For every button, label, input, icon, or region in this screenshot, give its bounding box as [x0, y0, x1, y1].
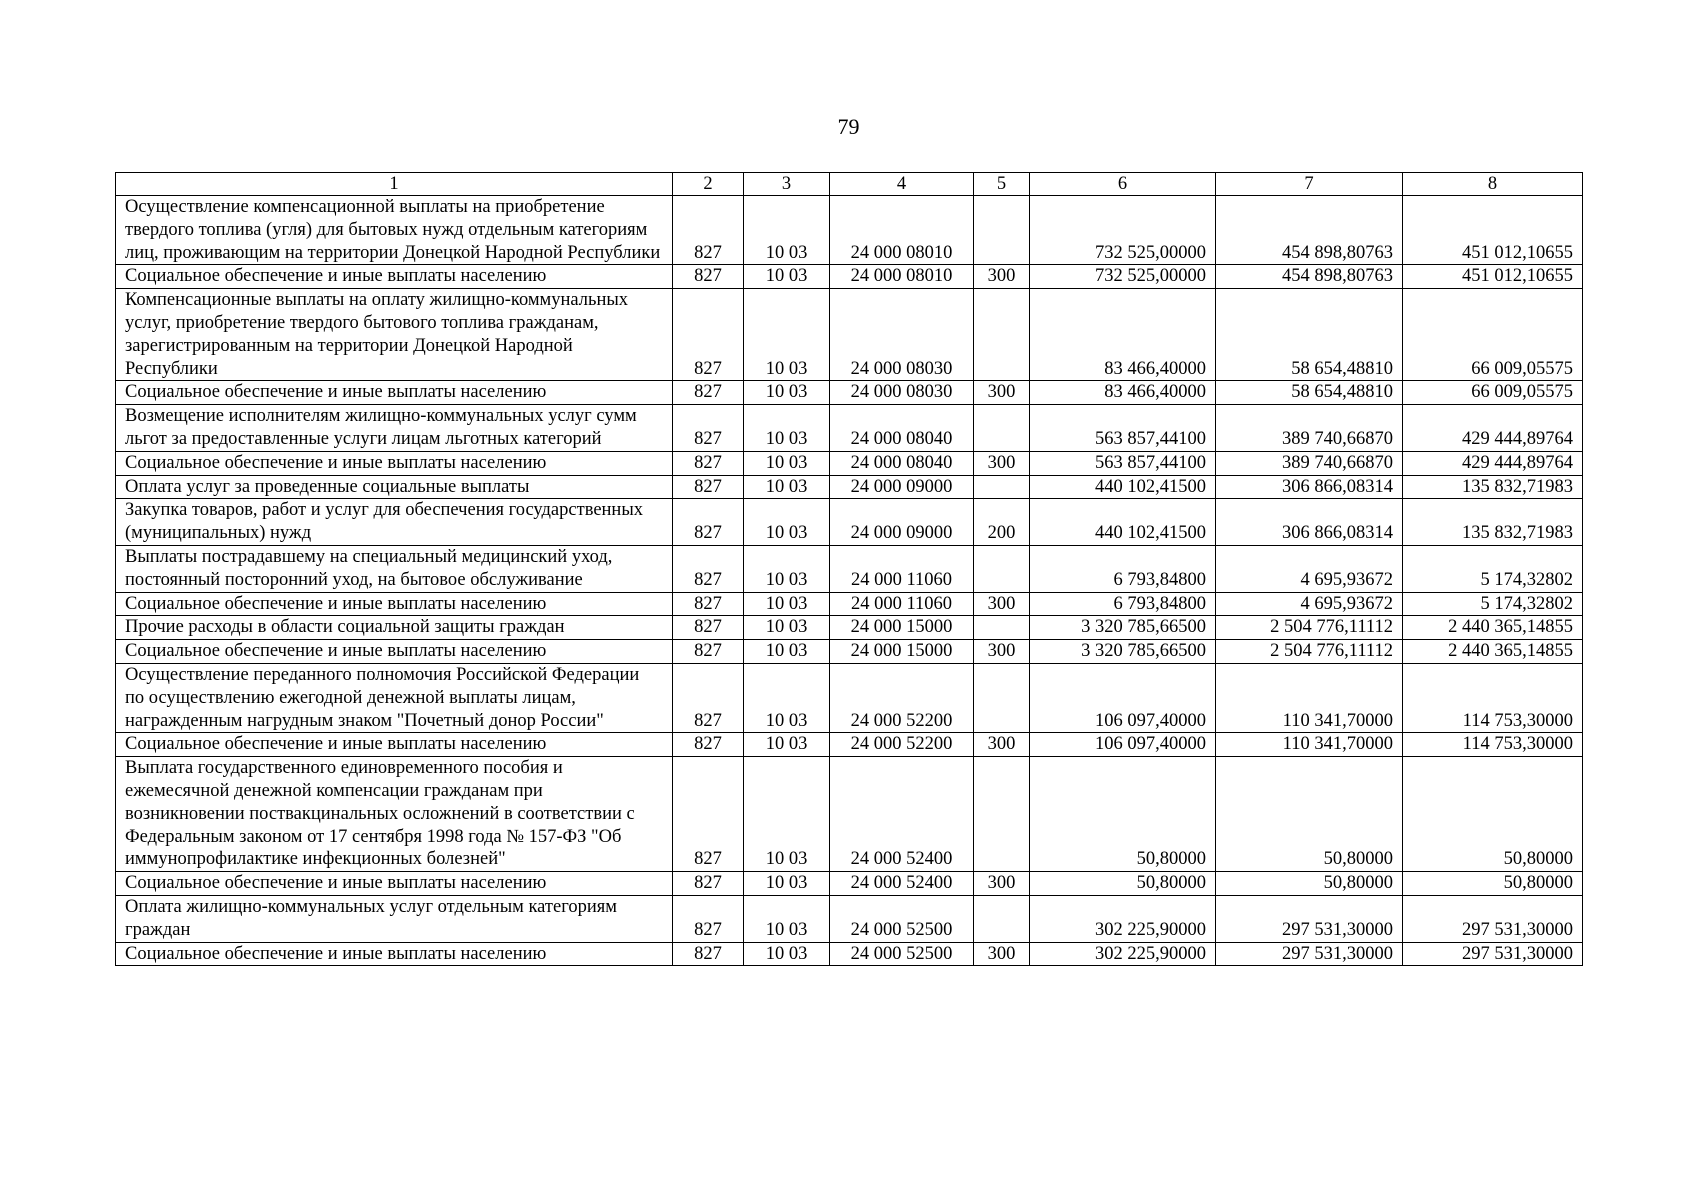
expense-type-cell [974, 289, 1030, 381]
row-name-cell: Осуществление переданного полномочия Российской Федерации по осуществлению ежегодной денежной выплаты лицам, награжденным нагрудным знаком "Почетный донор России" [116, 663, 673, 732]
expense-type-cell [974, 196, 1030, 265]
target-article-cell: 24 000 52400 [830, 872, 974, 896]
table-row [116, 499, 1583, 546]
amount-col6-cell: 50,80000 [1030, 872, 1216, 896]
target-article-cell: 24 000 08030 [830, 381, 974, 405]
row-name-cell: Осуществление компенсационной выплаты на приобретение твердого топлива (угля) для бытовых нужд отдельным категориям лиц, проживающим на территории Донецкой Народной Республики [116, 196, 673, 265]
amount-col6-cell: 83 466,40000 [1030, 289, 1216, 381]
row-name-cell: Социальное обеспечение и иные выплаты населению [116, 265, 673, 289]
row-name-cell: Оплата услуг за проведенные социальные выплаты [116, 475, 673, 499]
row-name-cell: Компенсационные выплаты на оплату жилищно-коммунальных услуг, приобретение твердого бытового топлива гражданам, зарегистрированным на территории Донецкой Народной Республики [116, 289, 673, 381]
amount-col8-cell: 429 444,89764 [1403, 405, 1583, 452]
row-name-cell: Социальное обеспечение и иные выплаты населению [116, 733, 673, 757]
target-article-cell: 24 000 52200 [830, 733, 974, 757]
ministry-code-cell: 827 [673, 451, 744, 475]
ministry-code-cell: 827 [673, 733, 744, 757]
amount-col6-cell: 106 097,40000 [1030, 663, 1216, 732]
ministry-code-cell: 827 [673, 499, 744, 546]
row-name-cell: Закупка товаров, работ и услуг для обеспечения государственных (муниципальных) нужд [116, 499, 673, 546]
amount-col8-cell: 66 009,05575 [1403, 381, 1583, 405]
section-code-cell: 10 03 [744, 381, 830, 405]
section-code-cell: 10 03 [744, 289, 830, 381]
amount-col6-cell: 83 466,40000 [1030, 381, 1216, 405]
budget-table [115, 172, 1583, 966]
amount-col8-cell: 135 832,71983 [1403, 499, 1583, 546]
target-article-cell: 24 000 08010 [830, 196, 974, 265]
table-row [116, 265, 1583, 289]
section-code-cell: 10 03 [744, 895, 830, 942]
row-name-cell: Социальное обеспечение и иные выплаты населению [116, 381, 673, 405]
amount-col6-cell: 6 793,84800 [1030, 592, 1216, 616]
amount-col7-cell: 454 898,80763 [1216, 196, 1403, 265]
column-header: 1 [116, 173, 673, 196]
ministry-code-cell: 827 [673, 405, 744, 452]
row-name-cell: Социальное обеспечение и иные выплаты населению [116, 592, 673, 616]
target-article-cell: 24 000 52500 [830, 895, 974, 942]
table-body [116, 173, 1583, 966]
target-article-cell: 24 000 09000 [830, 499, 974, 546]
row-name-cell: Оплата жилищно-коммунальных услуг отдельным категориям граждан [116, 895, 673, 942]
target-article-cell: 24 000 08040 [830, 405, 974, 452]
amount-col8-cell: 451 012,10655 [1403, 196, 1583, 265]
ministry-code-cell: 827 [673, 942, 744, 966]
row-name-cell: Социальное обеспечение и иные выплаты населению [116, 451, 673, 475]
section-code-cell: 10 03 [744, 663, 830, 732]
row-name-cell: Прочие расходы в области социальной защиты граждан [116, 616, 673, 640]
amount-col8-cell: 50,80000 [1403, 757, 1583, 872]
target-article-cell: 24 000 11060 [830, 592, 974, 616]
amount-col7-cell: 454 898,80763 [1216, 265, 1403, 289]
expense-type-cell: 300 [974, 451, 1030, 475]
section-code-cell: 10 03 [744, 405, 830, 452]
amount-col7-cell: 297 531,30000 [1216, 942, 1403, 966]
amount-col6-cell: 302 225,90000 [1030, 895, 1216, 942]
row-name-cell: Социальное обеспечение и иные выплаты населению [116, 872, 673, 896]
table-row [116, 545, 1583, 592]
amount-col6-cell: 3 320 785,66500 [1030, 616, 1216, 640]
expense-type-cell [974, 757, 1030, 872]
amount-col7-cell: 297 531,30000 [1216, 895, 1403, 942]
amount-col8-cell: 297 531,30000 [1403, 942, 1583, 966]
page-number: 79 [837, 114, 860, 139]
amount-col6-cell: 302 225,90000 [1030, 942, 1216, 966]
amount-col8-cell: 50,80000 [1403, 872, 1583, 896]
ministry-code-cell: 827 [673, 663, 744, 732]
column-header: 8 [1403, 173, 1583, 196]
section-code-cell: 10 03 [744, 545, 830, 592]
section-code-cell: 10 03 [744, 757, 830, 872]
target-article-cell: 24 000 52200 [830, 663, 974, 732]
expense-type-cell: 300 [974, 872, 1030, 896]
ministry-code-cell: 827 [673, 196, 744, 265]
ministry-code-cell: 827 [673, 872, 744, 896]
ministry-code-cell: 827 [673, 381, 744, 405]
row-name-cell: Социальное обеспечение и иные выплаты населению [116, 942, 673, 966]
target-article-cell: 24 000 15000 [830, 640, 974, 664]
section-code-cell: 10 03 [744, 872, 830, 896]
target-article-cell: 24 000 52400 [830, 757, 974, 872]
amount-col7-cell: 4 695,93672 [1216, 545, 1403, 592]
amount-col6-cell: 440 102,41500 [1030, 499, 1216, 546]
section-code-cell: 10 03 [744, 499, 830, 546]
row-name-cell: Выплаты пострадавшему на специальный медицинский уход, постоянный посторонний уход, на бытовое обслуживание [116, 545, 673, 592]
amount-col6-cell: 3 320 785,66500 [1030, 640, 1216, 664]
amount-col6-cell: 563 857,44100 [1030, 405, 1216, 452]
amount-col7-cell: 110 341,70000 [1216, 663, 1403, 732]
amount-col6-cell: 732 525,00000 [1030, 265, 1216, 289]
section-code-cell: 10 03 [744, 475, 830, 499]
table-row [116, 733, 1583, 757]
row-name-cell: Социальное обеспечение и иные выплаты населению [116, 640, 673, 664]
expense-type-cell [974, 895, 1030, 942]
section-code-cell: 10 03 [744, 640, 830, 664]
amount-col7-cell: 306 866,08314 [1216, 499, 1403, 546]
target-article-cell: 24 000 52500 [830, 942, 974, 966]
expense-type-cell: 300 [974, 640, 1030, 664]
row-name-cell: Возмещение исполнителям жилищно-коммунальных услуг сумм льгот за предоставленные услуги лицам льготных категорий [116, 405, 673, 452]
target-article-cell: 24 000 09000 [830, 475, 974, 499]
amount-col8-cell: 2 440 365,14855 [1403, 616, 1583, 640]
expense-type-cell: 300 [974, 733, 1030, 757]
amount-col8-cell: 451 012,10655 [1403, 265, 1583, 289]
table-row [116, 616, 1583, 640]
row-name-cell: Выплата государственного единовременного пособия и ежемесячной денежной компенсации гражданам при возникновении поствакцинальных осложнений в соответствии с Федеральным законом от 17 сентября 1998 года № 157-ФЗ "Об иммунопрофилактике инфекционных болезней" [116, 757, 673, 872]
expense-type-cell [974, 405, 1030, 452]
header-row [116, 173, 1583, 196]
section-code-cell: 10 03 [744, 196, 830, 265]
table-row [116, 942, 1583, 966]
amount-col8-cell: 5 174,32802 [1403, 545, 1583, 592]
amount-col6-cell: 50,80000 [1030, 757, 1216, 872]
amount-col7-cell: 58 654,48810 [1216, 289, 1403, 381]
ministry-code-cell: 827 [673, 640, 744, 664]
amount-col7-cell: 389 740,66870 [1216, 451, 1403, 475]
target-article-cell: 24 000 15000 [830, 616, 974, 640]
section-code-cell: 10 03 [744, 616, 830, 640]
table-row [116, 640, 1583, 664]
target-article-cell: 24 000 08040 [830, 451, 974, 475]
column-header: 5 [974, 173, 1030, 196]
table-row [116, 405, 1583, 452]
amount-col8-cell: 66 009,05575 [1403, 289, 1583, 381]
table-row [116, 381, 1583, 405]
table-row [116, 289, 1583, 381]
column-header: 2 [673, 173, 744, 196]
expense-type-cell [974, 545, 1030, 592]
amount-col8-cell: 114 753,30000 [1403, 663, 1583, 732]
table-row [116, 895, 1583, 942]
ministry-code-cell: 827 [673, 757, 744, 872]
target-article-cell: 24 000 08010 [830, 265, 974, 289]
ministry-code-cell: 827 [673, 289, 744, 381]
target-article-cell: 24 000 08030 [830, 289, 974, 381]
expense-type-cell [974, 663, 1030, 732]
expense-type-cell: 300 [974, 381, 1030, 405]
amount-col7-cell: 306 866,08314 [1216, 475, 1403, 499]
amount-col8-cell: 297 531,30000 [1403, 895, 1583, 942]
amount-col8-cell: 114 753,30000 [1403, 733, 1583, 757]
ministry-code-cell: 827 [673, 592, 744, 616]
amount-col8-cell: 5 174,32802 [1403, 592, 1583, 616]
table-row [116, 663, 1583, 732]
column-header: 3 [744, 173, 830, 196]
section-code-cell: 10 03 [744, 451, 830, 475]
table-row [116, 451, 1583, 475]
expense-type-cell [974, 616, 1030, 640]
expense-type-cell: 300 [974, 265, 1030, 289]
ministry-code-cell: 827 [673, 545, 744, 592]
table-row [116, 592, 1583, 616]
section-code-cell: 10 03 [744, 265, 830, 289]
amount-col8-cell: 135 832,71983 [1403, 475, 1583, 499]
amount-col7-cell: 50,80000 [1216, 757, 1403, 872]
table-row [116, 872, 1583, 896]
expense-type-cell [974, 475, 1030, 499]
section-code-cell: 10 03 [744, 733, 830, 757]
column-header: 4 [830, 173, 974, 196]
table-row [116, 196, 1583, 265]
ministry-code-cell: 827 [673, 895, 744, 942]
expense-type-cell: 300 [974, 592, 1030, 616]
expense-type-cell: 300 [974, 942, 1030, 966]
section-code-cell: 10 03 [744, 942, 830, 966]
amount-col7-cell: 389 740,66870 [1216, 405, 1403, 452]
ministry-code-cell: 827 [673, 265, 744, 289]
amount-col6-cell: 563 857,44100 [1030, 451, 1216, 475]
amount-col7-cell: 2 504 776,11112 [1216, 616, 1403, 640]
expense-type-cell: 200 [974, 499, 1030, 546]
amount-col7-cell: 2 504 776,11112 [1216, 640, 1403, 664]
target-article-cell: 24 000 11060 [830, 545, 974, 592]
amount-col8-cell: 429 444,89764 [1403, 451, 1583, 475]
table-row [116, 757, 1583, 872]
amount-col6-cell: 6 793,84800 [1030, 545, 1216, 592]
amount-col7-cell: 50,80000 [1216, 872, 1403, 896]
ministry-code-cell: 827 [673, 475, 744, 499]
column-header: 7 [1216, 173, 1403, 196]
ministry-code-cell: 827 [673, 616, 744, 640]
amount-col8-cell: 2 440 365,14855 [1403, 640, 1583, 664]
amount-col6-cell: 732 525,00000 [1030, 196, 1216, 265]
amount-col7-cell: 4 695,93672 [1216, 592, 1403, 616]
section-code-cell: 10 03 [744, 592, 830, 616]
amount-col6-cell: 106 097,40000 [1030, 733, 1216, 757]
amount-col7-cell: 58 654,48810 [1216, 381, 1403, 405]
column-header: 6 [1030, 173, 1216, 196]
amount-col6-cell: 440 102,41500 [1030, 475, 1216, 499]
amount-col7-cell: 110 341,70000 [1216, 733, 1403, 757]
table-row [116, 475, 1583, 499]
